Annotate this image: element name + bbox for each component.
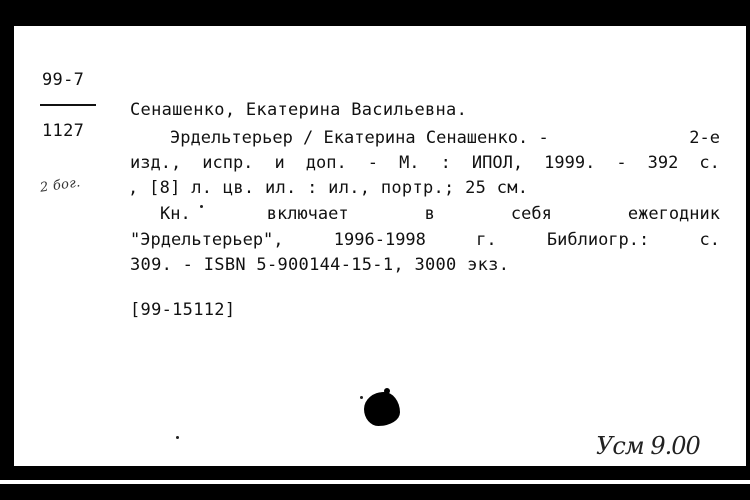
word: - bbox=[616, 153, 627, 173]
ink-speck bbox=[360, 396, 363, 399]
word: с. bbox=[699, 153, 720, 173]
word: - bbox=[367, 153, 379, 173]
word: себя bbox=[510, 204, 552, 224]
imprint-line bbox=[130, 153, 720, 173]
word: "Эрдельтерьер", bbox=[130, 230, 284, 250]
word: : bbox=[440, 153, 451, 173]
word: и bbox=[274, 153, 285, 173]
word: 1999. bbox=[544, 153, 596, 173]
edition-start: 2-е bbox=[689, 128, 720, 148]
ink-speck bbox=[176, 436, 179, 439]
word: изд., bbox=[130, 153, 182, 173]
word: 1996-1998 bbox=[333, 230, 426, 250]
word: г. bbox=[476, 230, 497, 250]
handwritten-side-note: 2 бог. bbox=[39, 175, 82, 196]
word: с. bbox=[699, 230, 720, 250]
scan-edge-bottom bbox=[0, 480, 750, 484]
word: в bbox=[424, 204, 435, 224]
note-line-1 bbox=[130, 204, 720, 224]
word: Библиогр.: bbox=[546, 230, 650, 250]
word: ежегодник bbox=[627, 204, 720, 224]
word: включает bbox=[266, 204, 349, 224]
ink-dot bbox=[384, 388, 390, 394]
word: испр. bbox=[202, 153, 254, 173]
ink-blot bbox=[364, 392, 400, 426]
call-number-divider bbox=[40, 104, 96, 106]
accession-number: [99-15112] bbox=[130, 300, 236, 320]
physical-description: , [8] л. цв. ил. : ил., портр.; 25 см. bbox=[128, 178, 529, 198]
word: Кн. bbox=[160, 204, 191, 224]
title-statement: Эрдельтерьер / Екатерина Сенашенко. - bbox=[170, 128, 549, 148]
title-line-1 bbox=[130, 128, 720, 148]
author-heading: Сенашенко, Екатерина Васильевна. bbox=[130, 100, 468, 120]
ink-speck bbox=[200, 205, 203, 208]
handwritten-bottom-note: Усм 9.00 bbox=[596, 432, 700, 460]
word: доп. bbox=[305, 153, 347, 173]
word: 392 bbox=[647, 153, 679, 173]
call-number-top: 99-7 bbox=[42, 70, 85, 90]
note-line-2 bbox=[130, 230, 720, 250]
call-number-bottom: 1127 bbox=[42, 121, 85, 141]
scan-edge-right bbox=[746, 26, 750, 466]
word: М. bbox=[399, 153, 420, 173]
isbn-line: 309. - ISBN 5-900144-15-1, 3000 экз. bbox=[130, 255, 510, 275]
word: ИПОЛ, bbox=[471, 153, 524, 173]
